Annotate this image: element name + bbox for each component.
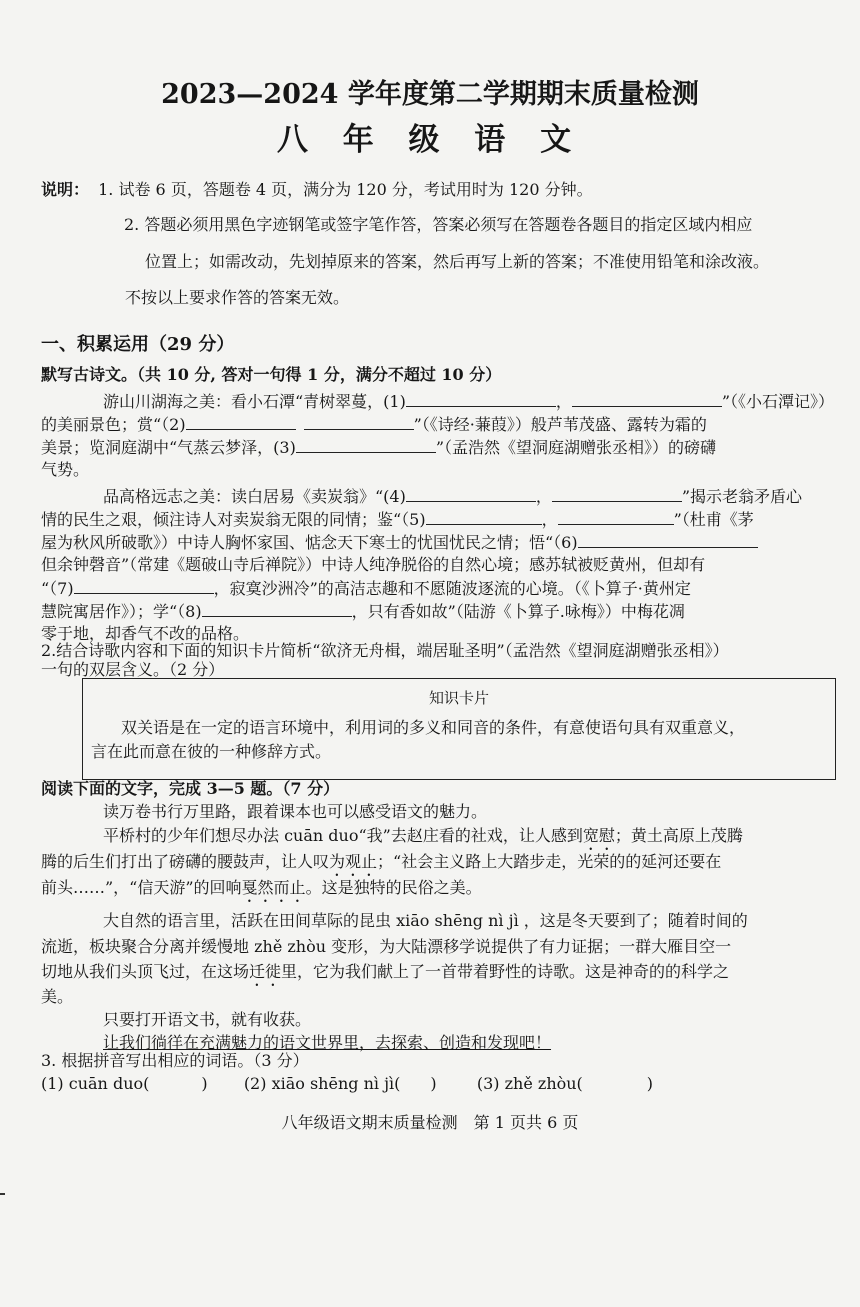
reading-line-1: 读万卷书行万里路，跟着课本也可以感受语文的魅力。 (103, 802, 488, 821)
q1-p2-text: 情的民生之艰，倾注诗人对卖炭翁无限的同情；鉴“（5) (41, 510, 426, 529)
answer-blank-3[interactable] (296, 437, 436, 453)
q1-p1-text: ”（孟浩然《望洞庭湖赠张丞相》）的磅礴 (435, 438, 717, 457)
answer-blank-4a[interactable] (406, 486, 536, 502)
reading-text: 前头……”，“信天游”的回响 (41, 878, 242, 897)
answer-blank-1b[interactable] (572, 391, 722, 407)
reading-line-4 (41, 878, 482, 906)
answer-blank-2a[interactable] (186, 414, 296, 430)
instruction-2-line-3: 不按以上要求作答的答案无效。 (125, 288, 350, 307)
q1-p2-text: 品高格远志之美：读白居易《卖炭翁》“(4) (103, 487, 406, 506)
reading-line-2 (103, 826, 743, 854)
q1-p2-comma: ， (535, 487, 552, 506)
q1-p2-line-4: 但余钟磬音”（常建《题破山寺后禅院》）中诗人纯净脱俗的自然心境；感苏轼被贬黄州，但却有 (41, 555, 706, 574)
knowledge-card-title: 知识卡片 (428, 689, 489, 707)
instruction-2-line-1: 2. 答题必须用黑色字迹钢笔或签字笔作答，答案必须写在答题卷各题目的指定区域内相应 (124, 215, 753, 234)
answer-blank-6[interactable] (578, 532, 758, 548)
q1-p1-text: 游山川湖海之美：看小石潭“青树翠蔓，(1) (103, 392, 406, 411)
reading-text: ；黄土高原上茂腾 (614, 826, 743, 845)
q3-item-1-label: (1) cuān duo( (41, 1074, 150, 1093)
q1-p2-line-7: 零于地，却香气不改的品格。 (41, 624, 250, 643)
dotted-word: 为观止 (329, 852, 378, 871)
answer-blank-5a[interactable] (426, 509, 542, 525)
dotted-word: 迁徙 (249, 962, 282, 981)
q3-item-3-label: (3) zhě zhòu( (476, 1074, 583, 1093)
q3-item-3-close: ) (646, 1074, 654, 1093)
question-2-line-2: 一句的双层含义。（2 分） (41, 660, 225, 679)
instruction-1: 1. 试卷 6 页，答题卷 4 页，满分为 120 分，考试用时为 120 分钟。 (98, 180, 593, 199)
instruction-2-line-2: 位置上；如需改动，先划掉原来的答案，然后再写上新的答案；不准使用铅笔和涂改液。 (145, 252, 770, 271)
knowledge-card-line-1: 双关语是在一定的语言环境中，利用词的多义和同音的条件，有意使语句具有双重意义， (121, 718, 746, 737)
q1-p2-text: ”揭示老翁矛盾心 (681, 487, 803, 506)
q1-p2-line-1 (103, 486, 802, 507)
q1-p2-line-5 (41, 578, 691, 599)
exam-title: 2023—2024 学年度第二学期期末质量检测 (161, 79, 699, 110)
reading-text: 切地从我们头顶飞过，在这场 (41, 962, 250, 981)
q1-p2-text: ”（杜甫《茅 (673, 510, 754, 529)
dotted-word: 宽慰 (582, 826, 615, 845)
q1-p1-source: ”（《小石潭记》） (721, 392, 835, 411)
q1-p1-line-4: 气势。 (41, 460, 90, 479)
page-footer: 八年级语文期末质量检测 第 1 页共 6 页 (281, 1113, 579, 1132)
knowledge-card (82, 678, 836, 780)
q1-p2-line-3 (41, 532, 758, 553)
reading-heading: 阅读下面的文字，完成 3—5 题。（7 分） (41, 779, 340, 798)
section-1-heading: 一、积累运用（29 分） (41, 334, 235, 355)
reading-line-10: 让我们徜徉在充满魅力的语文世界里，去探索、创造和发现吧！ (103, 1033, 552, 1052)
instructions-line-1 (41, 180, 593, 200)
q1-p2-text: “（7) (41, 579, 74, 598)
q1-p1-comma: ， (555, 392, 572, 411)
q1-p2-text: 屋为秋风所破歌》）中诗人胸怀家国、惦念天下寒士的忧国忧民之情；悟“（6) (41, 533, 578, 552)
q1-p1-text: 的美丽景色；赏“（2) (41, 415, 186, 434)
reading-line-5: 大自然的语言里，活跃在田间草际的昆虫 xiāo shēng nì jì ，这是冬天要到了；随着时间的 (103, 911, 748, 930)
reading-line-3 (41, 852, 721, 880)
q1-p2-comma: ， (541, 510, 558, 529)
q1-p2-text: 慧院寓居作》）；学“（8) (41, 602, 202, 621)
answer-blank-2b[interactable] (304, 414, 414, 430)
answer-blank-8[interactable] (202, 601, 352, 617)
instructions-label: 说明： (41, 180, 90, 199)
question-3-answers (41, 1074, 653, 1094)
reading-text: 腾的后生们打出了磅礴的腰鼓声，让人叹 (41, 852, 330, 871)
q1-p1-line-2 (41, 414, 707, 435)
q3-item-2-label: (2) xiāo shēng nì jì( (243, 1074, 401, 1093)
reading-text: 里，它为我们献上了一首带着野性的诗歌。这是神奇的的科学之 (281, 962, 730, 981)
q1-p1-line-1 (103, 391, 834, 412)
q1-p2-line-6 (41, 601, 685, 622)
q1-p2-line-2 (41, 509, 754, 530)
exam-subject: 八 年 级 语 文 (276, 122, 584, 158)
q3-item-1-close: ) (201, 1074, 208, 1093)
q1-p2-text: ，寂寞沙洲冷”的高洁志趣和不愿随波逐流的心境。（《卜算子·黄州定 (213, 579, 691, 598)
reading-text: 平桥村的少年们想尽办法 cuān duo“我”去赵庄看的社戏，让人感到 (103, 826, 583, 845)
q3-item-2-close: ) (430, 1074, 437, 1093)
question-2-line-1: 2.结合诗歌内容和下面的知识卡片简析“欲济无舟楫，端居耻圣明”（孟浩然《望洞庭湖赠张丞相》） (41, 641, 729, 660)
reading-line-6: 流逝，板块聚合分离并缓慢地 zhě zhòu 变形，为大陆漂移学说提供了有力证据；一群大雁目空一 (41, 937, 732, 956)
q1-p1-text: 美景；览洞庭湖中“气蒸云梦泽，(3) (41, 438, 296, 457)
reading-line-8: 美。 (41, 987, 74, 1006)
question-1-heading: 默写古诗文。（共 10 分, 答对一句得 1 分，满分不超过 10 分） (41, 365, 502, 384)
dotted-word: 戛然而止 (241, 878, 306, 897)
q1-p1-text: ”（《诗经·蒹葭》）般芦苇茂盛、露转为霜的 (413, 415, 707, 434)
reading-text: 。这是独特的民俗之美。 (305, 878, 482, 897)
reading-line-9: 只要打开语文书，就有收获。 (103, 1010, 312, 1029)
reading-text: ；“社会主义路上大踏步走，光荣的的延河还要在 (377, 852, 722, 871)
q1-p1-line-3 (41, 437, 716, 458)
answer-blank-5b[interactable] (558, 509, 674, 525)
knowledge-card-line-2: 言在此而意在彼的一种修辞方式。 (91, 742, 332, 761)
answer-blank-7[interactable] (74, 578, 214, 594)
scan-edge-mark (0, 1193, 5, 1195)
answer-blank-1a[interactable] (406, 391, 556, 407)
answer-blank-4b[interactable] (552, 486, 682, 502)
question-3-heading: 3. 根据拼音写出相应的词语。（3 分） (41, 1051, 309, 1070)
q1-p2-text: ，只有香如故”（陆游《卜算子.咏梅》）中梅花凋 (351, 602, 685, 621)
reading-line-7 (41, 962, 729, 990)
